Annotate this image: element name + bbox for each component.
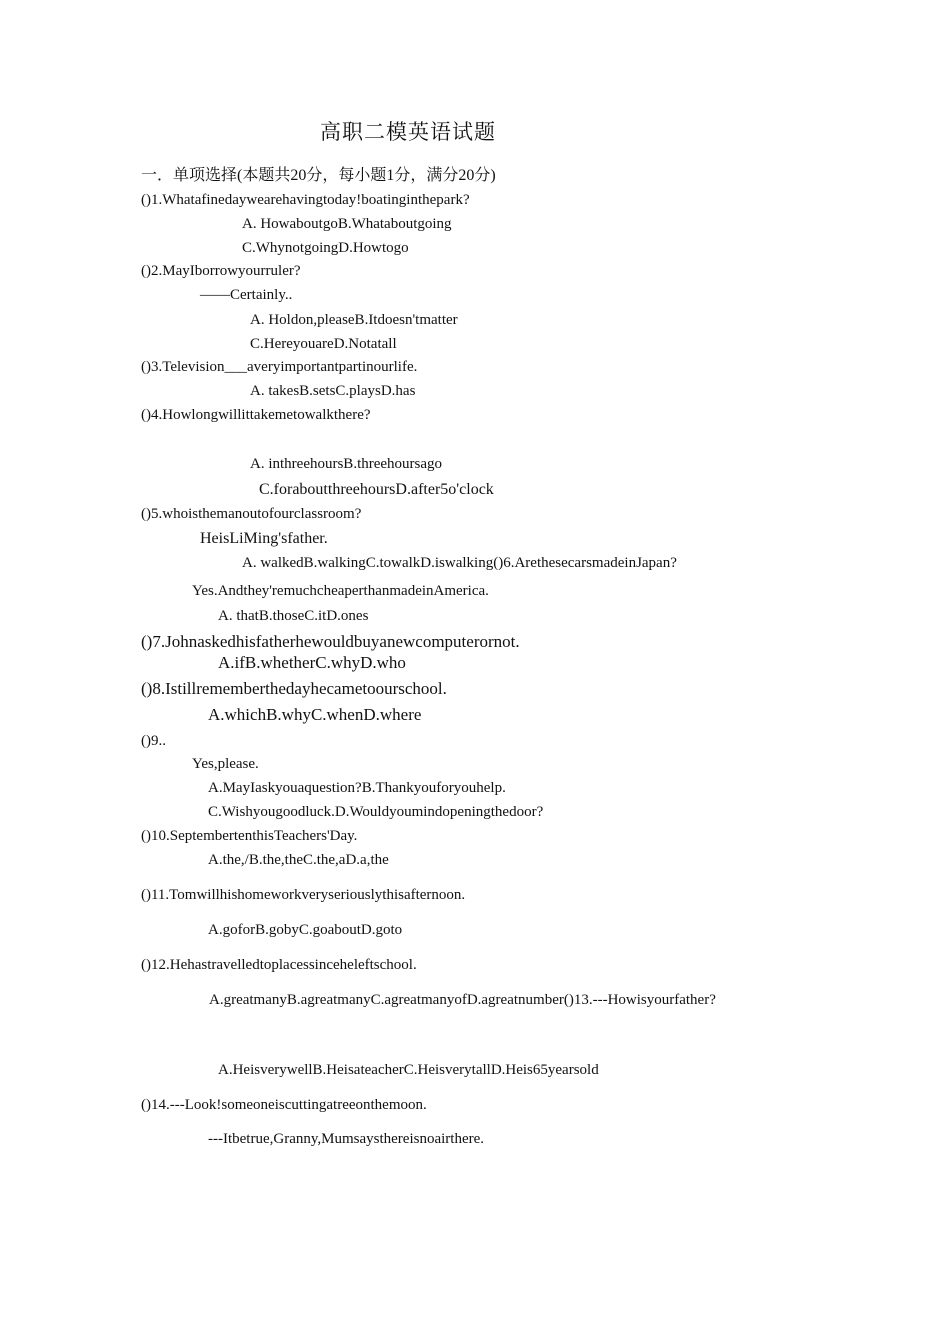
section-heading: 一．单项选择(本题共20分，每小题1分，满分20分) bbox=[141, 167, 496, 184]
q9-options-cd: C.Wishyougoodluck.D.Wouldyoumindopeningthedoor? bbox=[208, 804, 544, 820]
question-5: ()5.whoisthemanoutofourclassroom? bbox=[141, 506, 362, 522]
question-11: ()11.Tomwillhishomeworkveryseriouslythisafternoon. bbox=[141, 887, 466, 903]
q2-reply: ——Certainly.. bbox=[200, 287, 293, 303]
page-title: 高职二模英语试题 bbox=[320, 120, 496, 144]
question-8: ()8.Istillrememberthedayhecametoourschool. bbox=[141, 679, 447, 698]
q7-options: A.ifB.whetherC.whyD.who bbox=[218, 653, 406, 672]
question-7: ()7.Johnaskedhisfatherhewouldbuyanewcomputerornot. bbox=[141, 632, 520, 651]
question-14: ()14.---Look!someoneiscuttingatreeonthemoon. bbox=[141, 1097, 427, 1113]
q6-options: A. thatB.thoseC.itD.ones bbox=[218, 608, 369, 624]
q1-options-cd: C.WhynotgoingD.Howtogo bbox=[242, 240, 409, 256]
q5-options-and-question-6: A. walkedB.walkingC.towalkD.iswalking()6.ArethesecarsmadeinJapan? bbox=[242, 555, 677, 571]
q1-options-ab: A. HowaboutgoB.Whataboutgoing bbox=[242, 216, 452, 232]
question-1: ()1.Whatafinedaywearehavingtoday!boatinginthepark? bbox=[141, 192, 470, 208]
q13-options: A.HeisverywellB.HeisateacherC.HeisverytallD.Heis65yearsold bbox=[218, 1062, 599, 1078]
q2-options-ab: A. Holdon,pleaseB.Itdoesn'tmatter bbox=[250, 312, 458, 328]
q2-options-cd: C.HereyouareD.Notatall bbox=[250, 336, 397, 352]
question-12: ()12.Hehastravelledtoplacessinceheleftschool. bbox=[141, 957, 417, 973]
question-2: ()2.MayIborrowyourruler? bbox=[141, 263, 301, 279]
q4-options-cd: C.foraboutthreehoursD.after5o'clock bbox=[259, 481, 494, 498]
q10-options: A.the,/B.the,theC.the,aD.a,the bbox=[208, 852, 389, 868]
question-9: ()9.. bbox=[141, 733, 166, 749]
question-4: ()4.Howlongwillittakemetowalkthere? bbox=[141, 407, 371, 423]
q4-options-ab: A. inthreehoursB.threehoursago bbox=[250, 456, 443, 472]
q12-options-and-question-13: A.greatmanyB.agreatmanyC.agreatmanyofD.agreatnumber()13.---Howisyourfather? bbox=[209, 992, 716, 1008]
q14-reply: ---Itbetrue,Granny,Mumsaysthereisnoairthere. bbox=[208, 1131, 485, 1147]
q9-reply: Yes,please. bbox=[192, 756, 259, 772]
q11-options: A.goforB.gobyC.goaboutD.goto bbox=[208, 922, 403, 938]
q9-options-ab: A.MayIaskyouaquestion?B.Thankyouforyouhelp. bbox=[208, 780, 506, 796]
q3-options: A. takesB.setsC.playsD.has bbox=[250, 383, 416, 399]
q8-options: A.whichB.whyC.whenD.where bbox=[208, 705, 422, 724]
question-10: ()10.SeptembertenthisTeachers'Day. bbox=[141, 828, 358, 844]
q6-reply: Yes.Andthey'remuchcheaperthanmadeinAmerica. bbox=[192, 583, 489, 599]
q5-reply: HeisLiMing'sfather. bbox=[200, 530, 328, 547]
question-3: ()3.Television___averyimportantpartinourlife. bbox=[141, 359, 418, 375]
